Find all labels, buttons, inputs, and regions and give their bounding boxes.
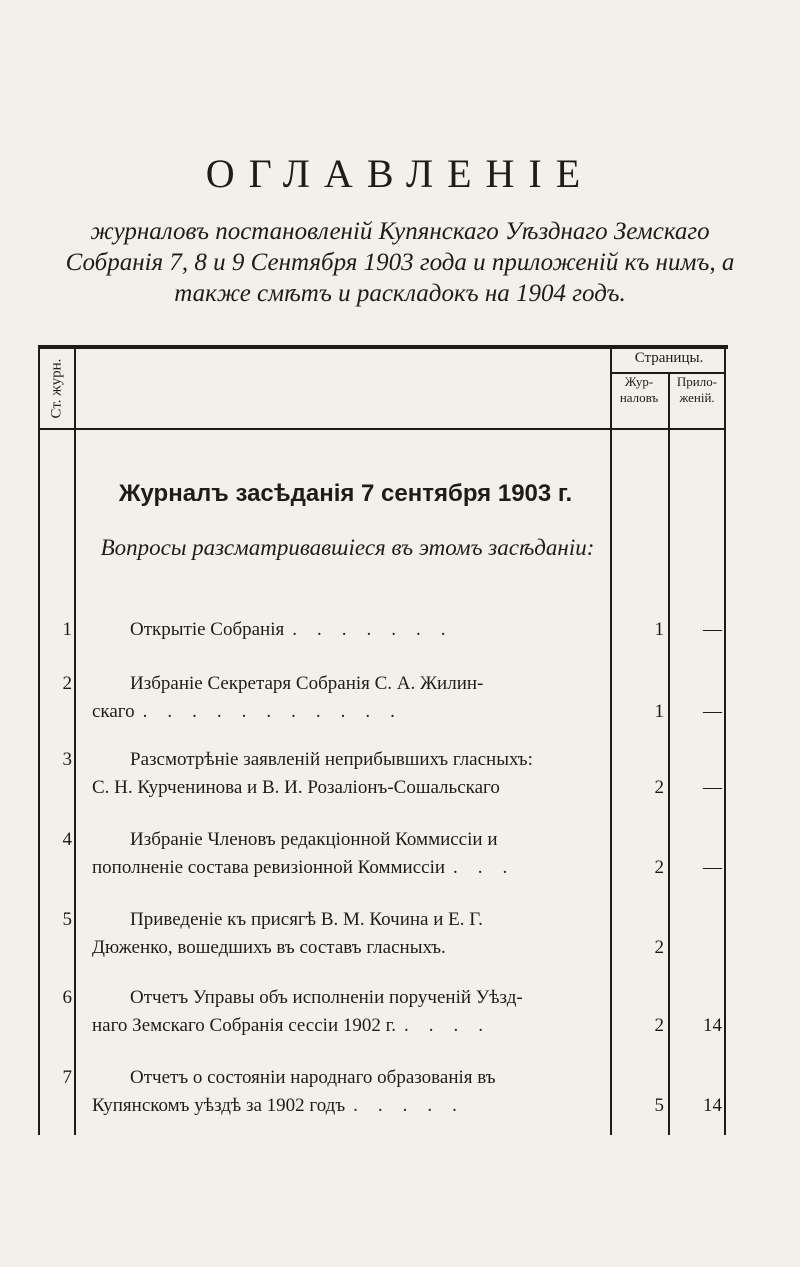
journal-page: 5 [654, 1095, 664, 1116]
entry-text [92, 746, 600, 802]
entry-line-1: Приведеніе къ присягѣ В. М. Кочина и Е. Г. [130, 909, 483, 930]
entry-line-2: Дюженко, вошедшихъ въ составъ гласныхъ. [92, 937, 446, 958]
journal-number-label: Ст. журн. [48, 358, 65, 418]
session-title: Журналъ засѣданія 7 сентября 1903 г. [118, 480, 573, 507]
leader-dots: ....... [292, 619, 466, 640]
entry-line-1: Избраніе Членовъ редакціонной Коммиссіи и [130, 829, 498, 850]
appendix-page: — [703, 619, 722, 640]
entry-text [92, 984, 600, 1040]
entry-text [92, 1064, 600, 1120]
column-header-journal-number [42, 350, 72, 426]
entry-number: 4 [62, 829, 72, 850]
journal-page: 2 [654, 777, 664, 798]
entry-text [92, 826, 600, 882]
column-header-pages: Страницы. [634, 350, 704, 366]
entry-text [92, 670, 600, 726]
entry-line-2: С. Н. Курченинова и В. И. Розаліонъ-Сошальскаго [92, 777, 500, 798]
entry-number: 5 [62, 909, 72, 930]
entry-text [92, 616, 600, 644]
leader-dots: .... [404, 1015, 504, 1036]
appendix-page: 14 [703, 1015, 722, 1036]
journal-page: 1 [654, 701, 664, 722]
entry-line-2: скаго [92, 701, 135, 722]
header-bottom-border [38, 428, 726, 430]
appendix-page: — [703, 701, 722, 722]
appendix-page: — [703, 857, 722, 878]
table-left-border [38, 345, 40, 1135]
column-header-appendices: Прило-женій. [676, 374, 718, 405]
leader-dots: ..... [353, 1095, 477, 1116]
entry-number: 1 [62, 619, 72, 640]
entry-line-1: Разсмотрѣніе заявленій неприбывшихъ гласныхъ: [130, 749, 533, 770]
entry-line-1: Отчетъ о состояніи народнаго образованія въ [130, 1067, 496, 1088]
entry-line-2: Купянскомъ уѣздѣ за 1902 годъ [92, 1095, 346, 1116]
column-header-journals: Жур-наловъ [619, 374, 659, 405]
entry-line-2: пополненіе состава ревизіонной Коммиссіи [92, 857, 446, 878]
entry-number: 3 [62, 749, 72, 770]
entry-line-1: Открытіе Собранія [130, 619, 285, 640]
journal-page: 1 [654, 619, 664, 640]
questions-heading: Вопросы разсматривавшіеся въ этомъ засѣданіи: [100, 535, 595, 560]
journal-page: 2 [654, 1015, 664, 1036]
entry-text [92, 906, 600, 962]
number-column-divider [74, 345, 76, 1135]
table-right-border [724, 345, 726, 1135]
entry-number: 6 [62, 987, 72, 1008]
journal-page: 2 [654, 937, 664, 958]
leader-dots: ........... [142, 701, 415, 722]
page-title: ОГЛАВЛЕНІЕ [205, 151, 595, 196]
entry-line-1: Отчетъ Управы объ исполненіи порученій Уѣзд- [130, 987, 523, 1008]
journal-page: 2 [654, 857, 664, 878]
appendix-page: 14 [703, 1095, 722, 1116]
entry-number: 2 [62, 673, 72, 694]
entry-line-2: наго Земскаго Собранія сессіи 1902 г. [92, 1015, 397, 1036]
entry-line-1: Избраніе Секретаря Собранія С. А. Жилин- [130, 673, 484, 694]
entry-number: 7 [62, 1067, 72, 1088]
page-subtitle: журналовъ постановленій Купянскаго Уѣзднаго Земскаго Собранія 7, 8 и 9 Сентября 1903 года и приложеній къ нимъ, а также смѣтъ и раскладокъ на 1904 годъ. [65, 218, 735, 307]
appendix-page: — [703, 777, 722, 798]
leader-dots: ... [453, 857, 528, 878]
